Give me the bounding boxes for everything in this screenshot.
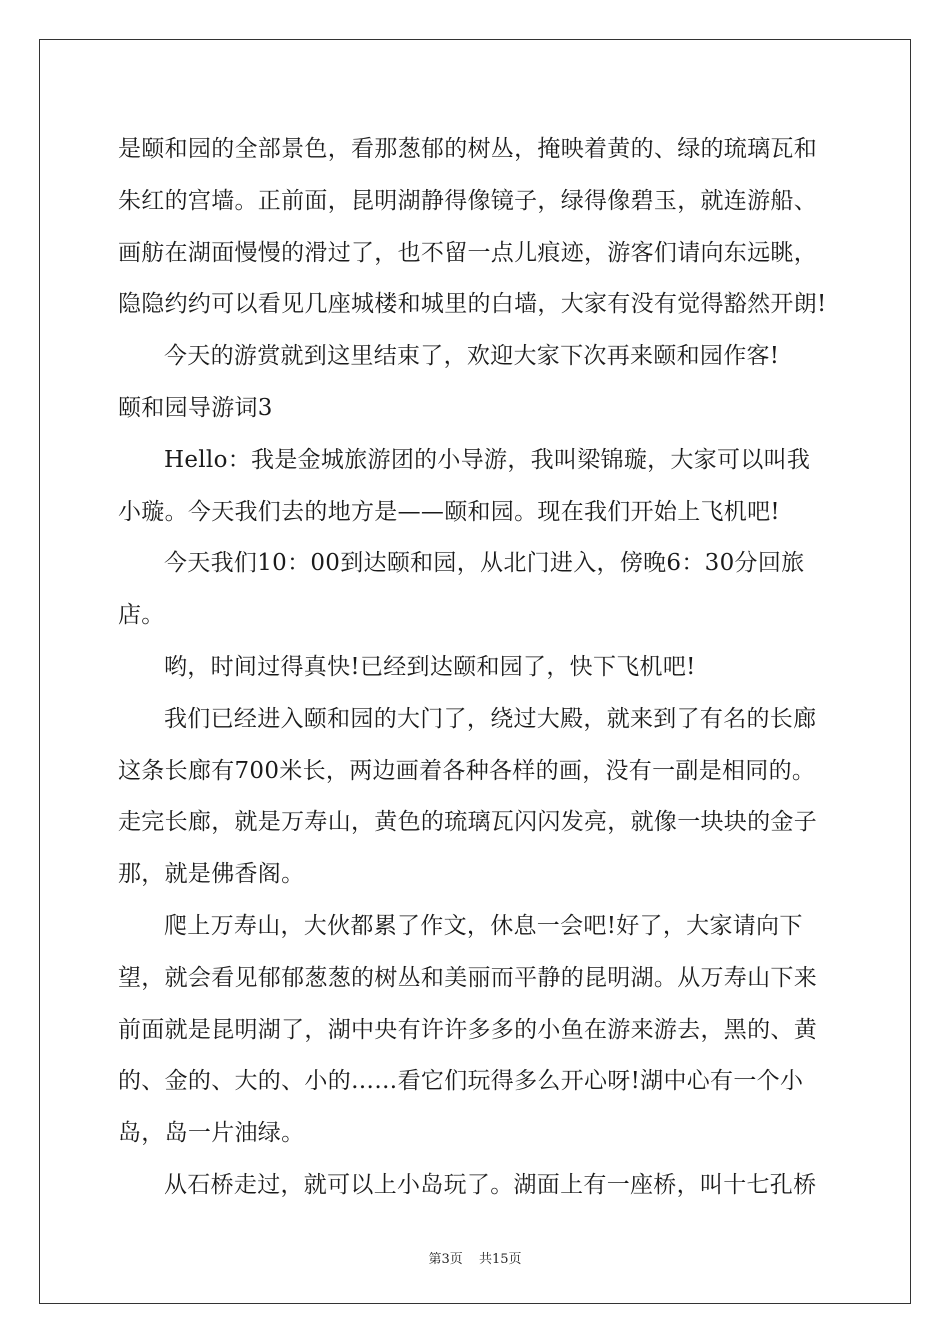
text-line: 小璇。今天我们去的地方是——颐和园。现在我们开始上飞机吧!: [118, 498, 780, 525]
text-line: 店。: [118, 602, 165, 629]
document-body: [118, 124, 838, 1212]
text-line: 是颐和园的全部景色，看那葱郁的树丛，掩映着黄的、绿的琉璃瓦和: [118, 136, 817, 162]
text-line: 哟，时间过得真快!已经到达颐和园了，快下飞机吧!: [164, 653, 696, 680]
text-line: 颐和园导游词3: [118, 394, 273, 421]
text-line: 那，就是佛香阁。: [118, 861, 305, 888]
text-line: 前面就是昆明湖了，湖中央有许许多多的小鱼在游来游去，黑的、黄: [118, 1016, 817, 1043]
text-line: Hello：我是金城旅游团的小导游，我叫梁锦璇，大家可以叫我: [164, 446, 811, 473]
text-line: 我们已经进入颐和园的大门了，绕过大殿，就来到了有名的长廊: [164, 705, 817, 732]
text-line: 爬上万寿山，大伙都累了作文，休息一会吧!好了，大家请向下: [164, 912, 803, 939]
text-line: 画舫在湖面慢慢的滑过了，也不留一点儿痕迹，游客们请向东远眺，: [118, 239, 817, 266]
text-line: 今天的游赏就到这里结束了，欢迎大家下次再来颐和园作客!: [164, 343, 780, 370]
text-line: 朱红的宫墙。正前面，昆明湖静得像镜子，绿得像碧玉，就连游船、: [118, 187, 817, 214]
text-line: 今天我们10：00到达颐和园，从北门进入，傍晚6：30分回旅: [164, 550, 805, 577]
page-total: 共15页: [478, 1252, 522, 1267]
page-footer: [0, 1248, 950, 1267]
page-number: 第3页: [428, 1252, 463, 1267]
text-line: 的、金的、大的、小的……看它们玩得多么开心呀!湖中心有一个小: [118, 1068, 804, 1095]
text-line: 走完长廊，就是万寿山，黄色的琉璃瓦闪闪发亮，就像一块块的金子: [118, 809, 817, 836]
text-line: 望，就会看见郁郁葱葱的树丛和美丽而平静的昆明湖。从万寿山下来: [118, 964, 817, 991]
text-line: 隐隐约约可以看见几座城楼和城里的白墙，大家有没有觉得豁然开朗!: [118, 291, 827, 318]
text-line: 岛，岛一片油绿。: [118, 1120, 305, 1147]
text-line: 这条长廊有700米长，两边画着各种各样的画，没有一副是相同的。: [118, 757, 816, 784]
text-line: 从石桥走过，就可以上小岛玩了。湖面上有一座桥，叫十七孔桥: [164, 1171, 817, 1198]
